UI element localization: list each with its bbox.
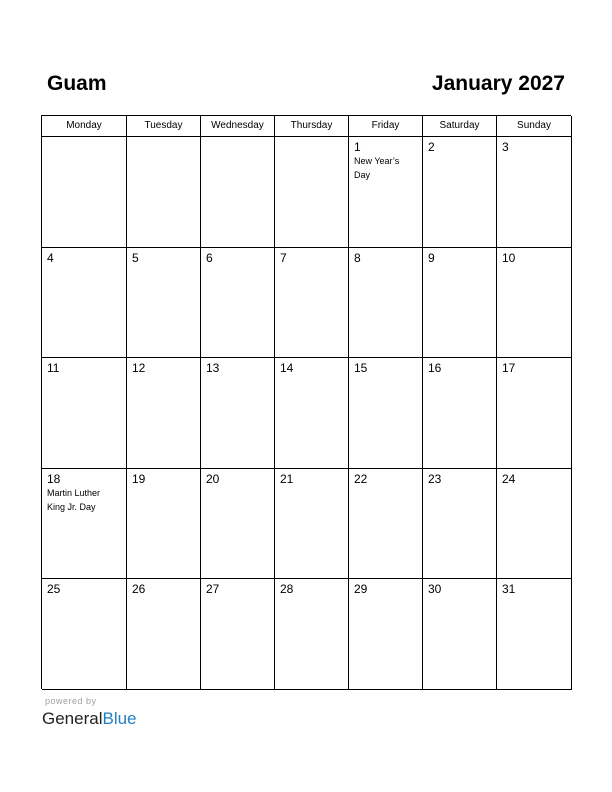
day-number: 25	[47, 582, 61, 596]
day-number: 19	[132, 472, 146, 486]
day-number: 3	[502, 140, 509, 154]
day-number: 28	[280, 582, 294, 596]
powered-by-text: powered by	[45, 696, 97, 706]
day-cell	[497, 248, 572, 358]
day-number: 6	[206, 251, 213, 265]
day-cell	[349, 469, 423, 579]
day-cell-empty	[127, 137, 201, 248]
day-number: 29	[354, 582, 368, 596]
day-cell	[42, 358, 127, 469]
day-cell	[127, 579, 201, 690]
weekday-header-monday: Monday	[42, 116, 127, 137]
day-number: 10	[502, 251, 516, 265]
day-number: 21	[280, 472, 294, 486]
day-cell	[275, 579, 349, 690]
day-number: 23	[428, 472, 442, 486]
day-number: 4	[47, 251, 54, 265]
day-number: 17	[502, 361, 516, 375]
weekday-header-wednesday: Wednesday	[201, 116, 275, 137]
day-number: 5	[132, 251, 139, 265]
holiday-label: Martin Luther King Jr. Day	[47, 488, 101, 512]
day-cell-empty	[42, 137, 127, 248]
day-cell	[497, 358, 572, 469]
footer-branding	[42, 696, 137, 729]
calendar-grid	[41, 115, 571, 689]
day-cell	[42, 248, 127, 358]
day-cell	[127, 469, 201, 579]
day-number: 30	[428, 582, 442, 596]
holiday-label: New Year’s Day	[354, 156, 400, 180]
day-cell	[423, 248, 497, 358]
day-cell	[497, 469, 572, 579]
day-number: 31	[502, 582, 516, 596]
day-cell	[42, 579, 127, 690]
day-number: 1	[354, 140, 361, 154]
day-cell	[423, 579, 497, 690]
region-title: Guam	[47, 72, 107, 95]
day-cell	[349, 358, 423, 469]
day-number: 13	[206, 361, 220, 375]
day-cell	[201, 579, 275, 690]
month-year-title: January 2027	[431, 72, 565, 95]
day-number: 9	[428, 251, 435, 265]
day-cell	[275, 469, 349, 579]
day-number: 15	[354, 361, 368, 375]
day-cell	[349, 137, 423, 248]
day-number: 7	[280, 251, 287, 265]
weekday-header-friday: Friday	[349, 116, 423, 137]
day-number: 12	[132, 361, 146, 375]
day-number: 27	[206, 582, 220, 596]
day-cell-empty	[201, 137, 275, 248]
day-cell	[423, 137, 497, 248]
day-cell	[127, 248, 201, 358]
weekday-header-sunday: Sunday	[497, 116, 572, 137]
day-number: 22	[354, 472, 368, 486]
day-cell	[127, 358, 201, 469]
day-cell	[349, 579, 423, 690]
weekday-header-saturday: Saturday	[423, 116, 497, 137]
day-cell	[42, 469, 127, 579]
day-cell	[497, 579, 572, 690]
day-number: 24	[502, 472, 516, 486]
day-cell	[423, 358, 497, 469]
day-cell	[275, 248, 349, 358]
day-number: 16	[428, 361, 442, 375]
weekday-header-tuesday: Tuesday	[127, 116, 201, 137]
day-cell	[349, 248, 423, 358]
day-cell	[423, 469, 497, 579]
generalblue-logo[interactable]	[42, 709, 137, 729]
brand-general-text: General	[42, 709, 103, 728]
day-cell	[497, 137, 572, 248]
day-number: 20	[206, 472, 220, 486]
day-cell	[201, 469, 275, 579]
day-cell	[275, 358, 349, 469]
day-number: 8	[354, 251, 361, 265]
brand-blue-text: Blue	[102, 709, 137, 728]
day-cell-empty	[275, 137, 349, 248]
day-number: 11	[47, 361, 60, 375]
weekday-header-thursday: Thursday	[275, 116, 349, 137]
day-cell	[201, 358, 275, 469]
day-number: 14	[280, 361, 294, 375]
day-number: 2	[428, 140, 435, 154]
day-number: 18	[47, 472, 61, 486]
day-number: 26	[132, 582, 146, 596]
day-cell	[201, 248, 275, 358]
